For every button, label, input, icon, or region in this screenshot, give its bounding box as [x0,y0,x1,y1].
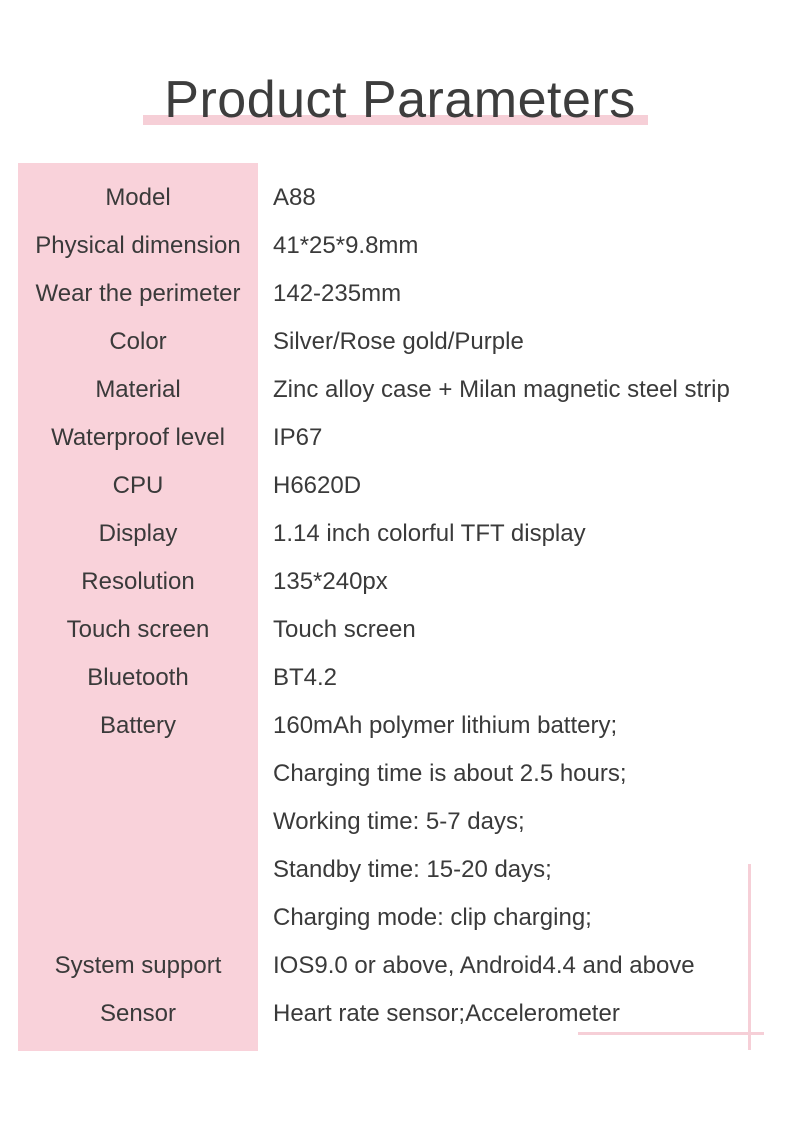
table-row [18,222,788,270]
table-row [18,894,788,942]
table-row [18,798,788,846]
table-row [18,414,788,462]
table-row [18,318,788,366]
param-value: 160mAh polymer lithium battery; [273,712,618,739]
param-label: System support [54,952,222,979]
table-row [18,942,788,990]
param-value: IP67 [273,424,323,451]
decorative-horizontal-line [578,1032,764,1035]
param-value: Charging time is about 2.5 hours; [273,760,627,787]
param-value: Heart rate sensor;Accelerometer [273,1000,620,1027]
param-value: 135*240px [273,568,388,595]
param-label: Physical dimension [35,232,241,259]
param-label: Display [98,520,178,547]
table-row [18,510,788,558]
table-row [18,462,788,510]
param-label: CPU [112,472,164,499]
page-title: Product Parameters [164,71,636,129]
param-value: Touch screen [273,616,416,643]
table-row [18,654,788,702]
table-row [18,366,788,414]
param-value: 41*25*9.8mm [273,232,419,259]
param-label: Battery [99,712,177,739]
param-label: Wear the perimeter [35,280,241,307]
table-row [18,606,788,654]
param-label: Waterproof level [51,424,225,451]
parameters-table [18,174,788,1038]
param-label: Resolution [81,568,195,595]
param-label: Sensor [99,1000,177,1027]
param-value: Zinc alloy case + Milan magnetic steel strip [273,376,730,403]
param-value: BT4.2 [273,664,338,691]
param-value: H6620D [273,472,362,499]
param-value: 1.14 inch colorful TFT display [273,520,586,547]
title-block [0,60,800,140]
table-row [18,846,788,894]
param-value: Standby time: 15-20 days; [273,856,552,883]
param-value: Silver/Rose gold/Purple [273,328,524,355]
table-row [18,270,788,318]
param-value: A88 [273,184,316,211]
param-value: IOS9.0 or above, Android4.4 and above [273,952,695,979]
table-row [18,990,788,1038]
table-row [18,750,788,798]
param-label: Material [95,376,181,403]
table-row [18,174,788,222]
table-row [18,702,788,750]
param-label: Color [109,328,167,355]
param-label: Model [105,184,171,211]
param-value: Charging mode: clip charging; [273,904,592,931]
param-value: Working time: 5-7 days; [273,808,525,835]
decorative-vertical-line [748,864,751,1050]
param-value: 142-235mm [273,280,402,307]
param-label: Touch screen [66,616,210,643]
table-row [18,558,788,606]
param-label: Bluetooth [87,664,189,691]
